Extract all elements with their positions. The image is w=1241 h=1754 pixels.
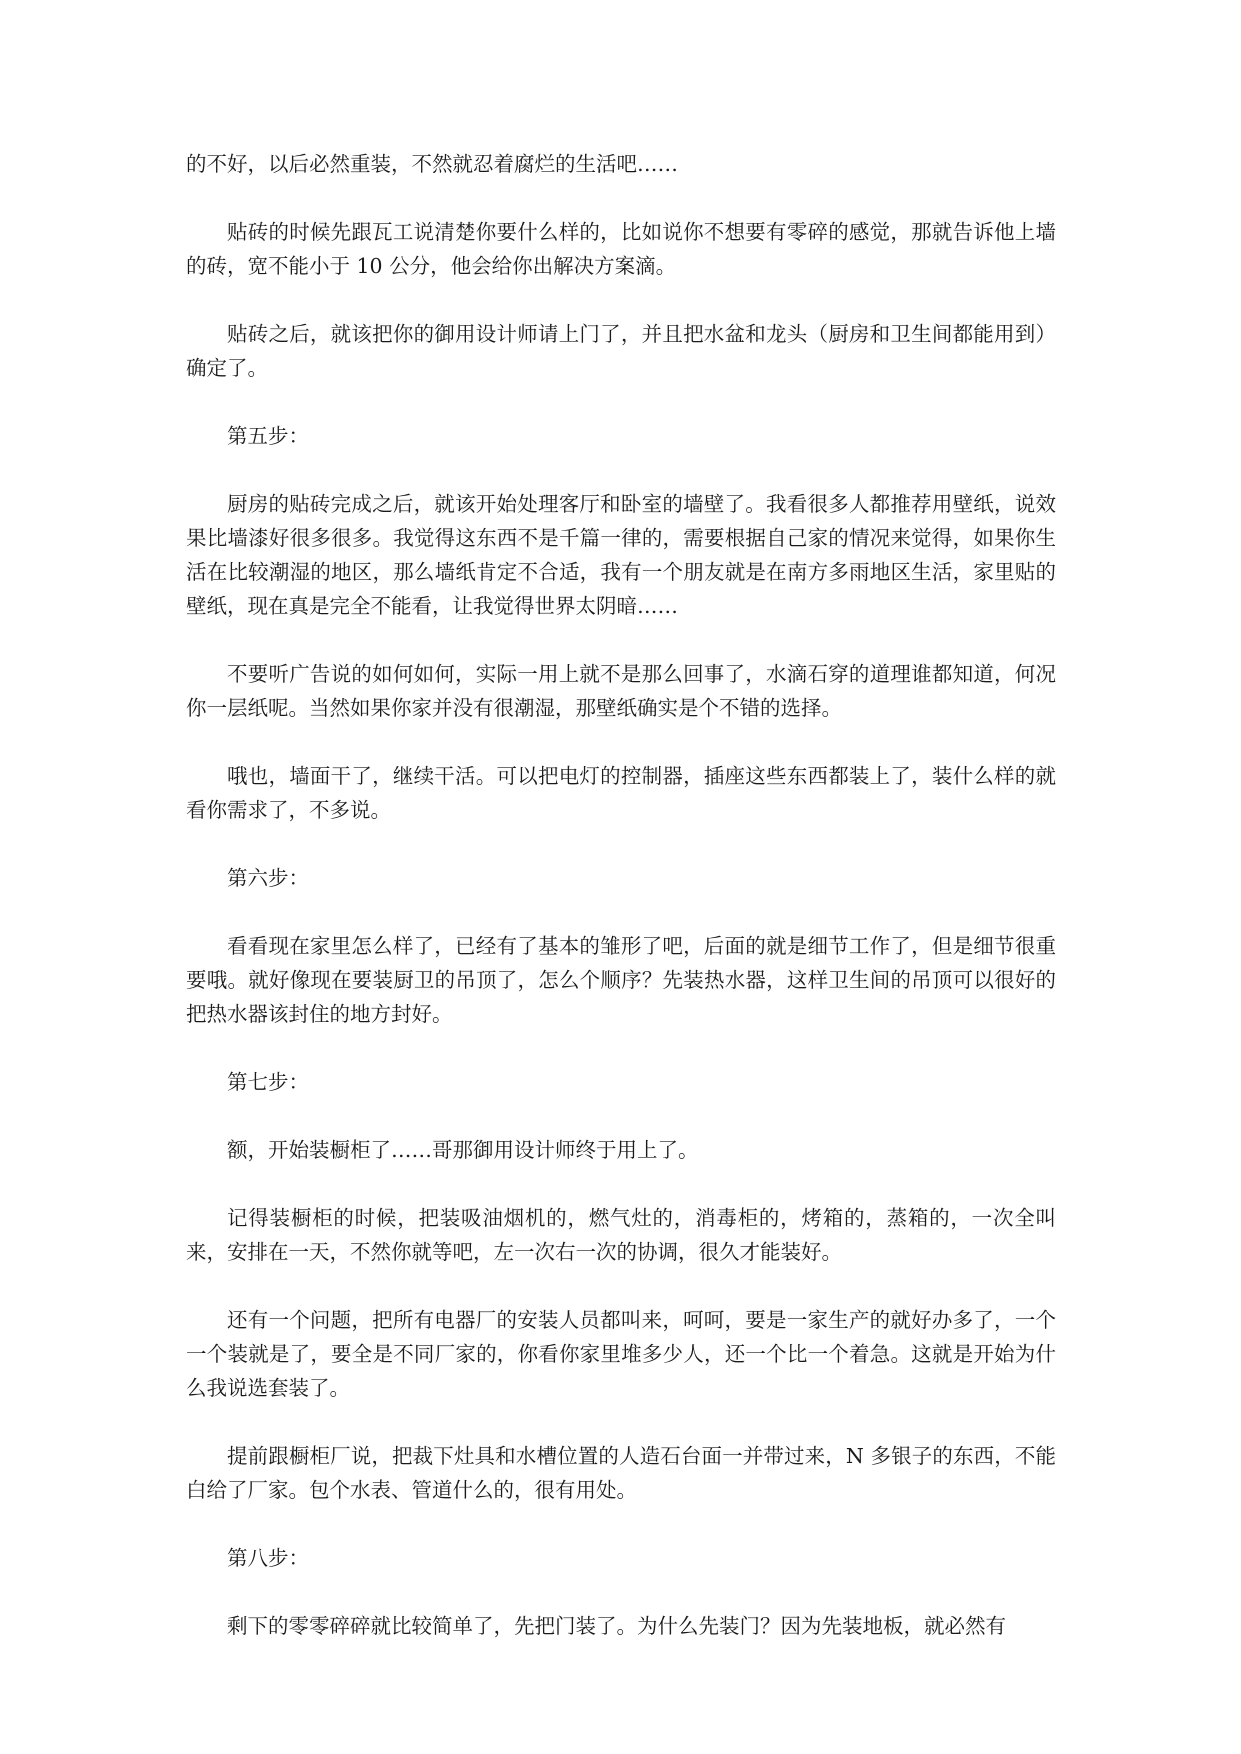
document-body <box>186 147 1056 1677</box>
paragraph-continued: 的不好，以后必然重装，不然就忍着腐烂的生活吧…… <box>186 152 678 176</box>
paragraph: 不要听广告说的如何如何，实际一用上就不是那么回事了，水滴石穿的道理谁都知道，何况你一层纸呢。当然如果你家并没有很潮湿，那壁纸确实是个不错的选择。 <box>186 662 1056 720</box>
step-heading: 第八步： <box>227 1546 309 1570</box>
step-heading: 第五步： <box>227 424 309 448</box>
paragraph: 看看现在家里怎么样了，已经有了基本的雏形了吧，后面的就是细节工作了，但是细节很重要哦。就好像现在要装厨卫的吊顶了，怎么个顺序？先装热水器，这样卫生间的吊顶可以很好的把热水器该封住的地方封好。 <box>186 934 1056 1026</box>
paragraph: 提前跟橱柜厂说，把裁下灶具和水槽位置的人造石台面一并带过来，N 多银子的东西，不能白给了厂家。包个水表、管道什么的，很有用处。 <box>186 1444 1056 1502</box>
paragraph: 额，开始装橱柜了……哥那御用设计师终于用上了。 <box>227 1138 699 1162</box>
paragraph: 剩下的零零碎碎就比较简单了，先把门装了。为什么先装门？因为先装地板，就必然有 <box>227 1614 1006 1638</box>
paragraph: 贴砖的时候先跟瓦工说清楚你要什么样的，比如说你不想要有零碎的感觉，那就告诉他上墙的砖，宽不能小于 10 公分，他会给你出解决方案滴。 <box>186 220 1056 278</box>
paragraph: 厨房的贴砖完成之后，就该开始处理客厅和卧室的墙壁了。我看很多人都推荐用壁纸，说效果比墙漆好很多很多。我觉得这东西不是千篇一律的，需要根据自己家的情况来觉得，如果你生活在比较潮湿的地区，那么墙纸肯定不合适，我有一个朋友就是在南方多雨地区生活，家里贴的壁纸，现在真是完全不能看，让我觉得世界太阴暗…… <box>186 492 1056 618</box>
step-heading: 第七步： <box>227 1070 309 1094</box>
step-heading: 第六步： <box>227 866 309 890</box>
paragraph: 哦也，墙面干了，继续干活。可以把电灯的控制器，插座这些东西都装上了，装什么样的就看你需求了，不多说。 <box>186 764 1056 822</box>
paragraph: 还有一个问题，把所有电器厂的安装人员都叫来，呵呵，要是一家生产的就好办多了，一个一个装就是了，要全是不同厂家的，你看你家里堆多少人，还一个比一个着急。这就是开始为什么我说选套装了。 <box>186 1308 1056 1400</box>
paragraph: 记得装橱柜的时候，把装吸油烟机的，燃气灶的，消毒柜的，烤箱的，蒸箱的，一次全叫来，安排在一天，不然你就等吧，左一次右一次的协调，很久才能装好。 <box>186 1206 1056 1264</box>
paragraph: 贴砖之后，就该把你的御用设计师请上门了，并且把水盆和龙头（厨房和卫生间都能用到）确定了。 <box>186 322 1056 380</box>
